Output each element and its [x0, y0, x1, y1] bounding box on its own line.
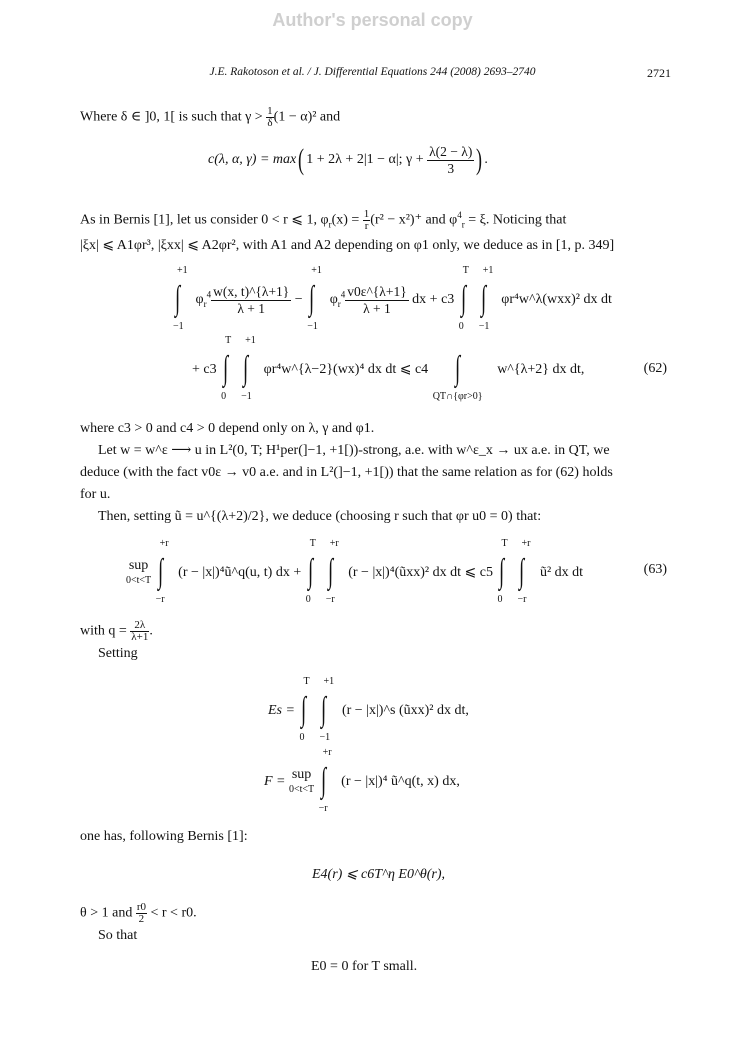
frac-1-delta: $\frac{1}{\delta}$ — [267, 105, 273, 129]
page-number: 2721 — [647, 66, 671, 80]
equation-F: F = sup 0<t<T +r ∫ −r (r − |x|)⁴ ũ^q(t, x) dx, — [264, 747, 460, 814]
paragraph-theta: θ > 1 and $\frac{r0}{2}$ < r < r0. So that — [80, 902, 673, 947]
paragraph-following: one has, following Bernis [1]: — [80, 829, 248, 844]
paragraph-limit — [80, 418, 673, 528]
equation-number-63: (63) — [643, 562, 667, 577]
integral-sign: +1 ∫ −1 — [307, 265, 322, 332]
p2-line2: |ξx| ⩽ A1φr³, |ξxx| ⩽ A2φr², with A1 and A2 depending on φ1 only, we deduce as in [1, p. 349] — [80, 238, 615, 254]
equation-number-62: (62) — [643, 361, 667, 376]
p3-line4: for u. — [80, 487, 111, 502]
watermark: Author's personal copy — [272, 10, 473, 30]
equation-E4: E4(r) ⩽ c6T^η E0^θ(r), — [312, 867, 446, 882]
p3-line1: where c3 > 0 and c4 > 0 depend only on λ, γ and φ1. — [80, 421, 375, 436]
equation-E0: E0 = 0 for T small. — [311, 959, 418, 974]
equation-c: c(λ, α, γ) = max( 1 + 2λ + 2|1 − α|; γ + $\frac{\lambda(2 - \lambda)}{3}$ ) . — [208, 143, 488, 176]
p3-line5: Then, setting ũ = u^{(λ+2)/2}, we deduce (choosing r such that φr u0 = 0) that: — [98, 509, 542, 524]
equation-63: sup 0<t<T +r ∫ −r (r − |x|)⁴ũ^q(u, t) dx + T ∫ 0 +r ∫ −r (r − |x|)⁴(ũxx)² dx dt ⩽ c5 T ∫ 0 +r ∫ −r ũ² dx dt — [126, 538, 584, 605]
eq62-frac1: $\frac{w(x, t)\^{}\{\lambda+1\}}{\lambda + 1}$ — [213, 283, 290, 316]
p3-line2: Let w = w^ε ⟶ u in L²(0, T; H¹per(]−1, +1[))-strong, a.e. with w^ε_x → ux a.e. in QT, we — [98, 443, 610, 458]
paragraph-delta — [80, 106, 673, 129]
eq-c-lhs: c(λ, α, γ) = max — [208, 152, 297, 168]
equation-62-line2: + c3 T ∫ 0 +1 ∫ −1 φr⁴w^{λ−2}(wx)⁴ dx dt ⩽ c4 ∫ QT∩{φr>0} w^{λ+2} dx dt, — [192, 335, 585, 402]
integral-sign: +1 ∫ −1 — [478, 265, 494, 332]
integral-sign: +1 ∫ −1 — [173, 265, 188, 332]
eq-c-body: 1 + 2λ + 2|1 − α|; γ + — [306, 152, 428, 168]
p3-line3: deduce (with the fact v0ε → v0 a.e. and in L²(]−1, +1[)) that the same relation as for (62) holds — [80, 465, 613, 480]
paragraph-q: with q = $\frac{2\lambda}{\lambda+1}$ . Setting — [80, 620, 673, 665]
integral-sign: T ∫ 0 — [458, 265, 469, 332]
paragraph-bernis — [80, 204, 673, 257]
running-head: J.E. Rakotoson et al. / J. Differential Equations 244 (2008) 2693–2740 — [209, 66, 536, 78]
equation-62-line1: +1 ∫ −1 $\varphi_r^4$ $\frac{w(x, t)\^{}\{\lambda+1\}}{\lambda + 1}$ − +1 ∫ −1 $\varphi_r^4$ $\frac{v0\varepsilon\^{}\{\lambda+1\}}{\lambda + 1}$ dx + c3 T ∫ 0 +1 ∫ −1 φr⁴w^λ(wxx)² dx dt — [173, 265, 612, 332]
so-that-label: So that — [98, 928, 138, 943]
setting-label: Setting — [98, 646, 138, 661]
p1-lead: Where δ ∈ ]0, 1[ is such that γ > — [80, 109, 267, 125]
eq-c-frac: $\frac{\lambda(2 - \lambda)}{3}$ — [429, 143, 473, 176]
equation-Es: Es = T ∫ 0 +1 ∫ −1 (r − |x|)^s (ũxx)² dx dt, — [268, 676, 469, 743]
p2-line1: As in Bernis [1], let us consider 0 < r ⩽ 1, $\varphi_r(x)$ = $\frac{1}{r}$ (r² − x²)⁺ and $\varphi^4_r = \xi$. Noticing that — [80, 207, 567, 232]
p1-tail: (1 − α)² and — [273, 109, 341, 125]
eq62-frac2: $\frac{v0\varepsilon\^{}\{\lambda+1\}}{\lambda + 1}$ — [347, 283, 407, 316]
